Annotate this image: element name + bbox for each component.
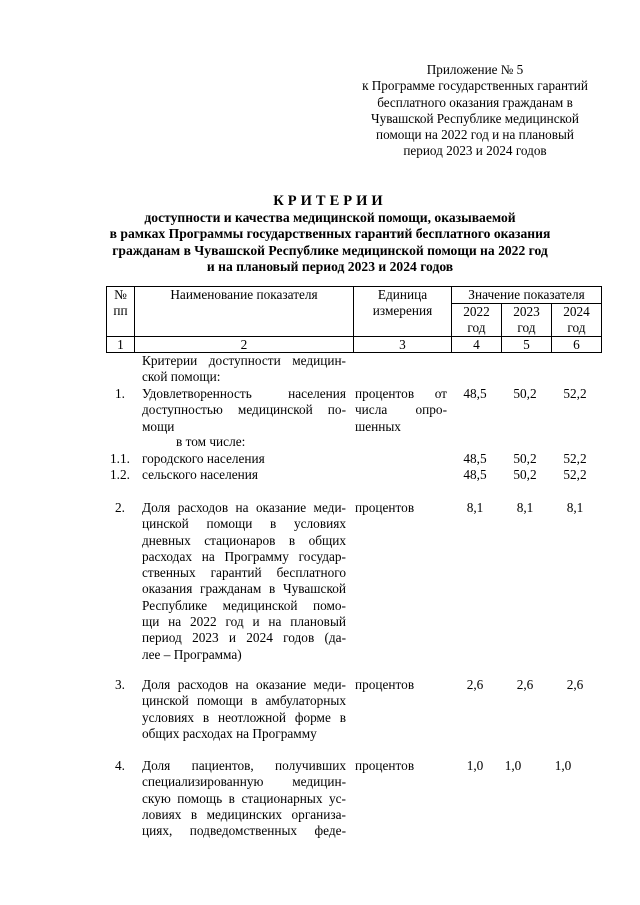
subtitle-line: доступности и качества медицинской помощи, оказываемой	[144, 210, 516, 225]
column-number: 6	[552, 337, 602, 353]
indicator-line: Доля расходов на оказание меди-	[142, 500, 346, 515]
value-2022: 48,5	[463, 451, 487, 466]
unit-of-measure: процентов	[355, 758, 415, 773]
header-year-line: 2024	[563, 304, 590, 319]
indicator-name: сельского населения	[142, 467, 258, 482]
indicator-line: щи на 2022 год и на плановый	[142, 614, 346, 630]
header-num-line: пп	[113, 303, 128, 318]
indicator-name	[142, 386, 346, 435]
section-title	[142, 353, 346, 386]
indicator-line: расходах на Программу государ-	[142, 548, 346, 564]
unit-line: шенных	[355, 418, 401, 434]
header-unit-line: измерения	[372, 303, 433, 318]
indicator-line: циях, подведомственных феде-	[142, 823, 346, 839]
row-number: 4.	[115, 758, 125, 773]
header-num	[107, 287, 135, 337]
indicator-line: Республике медицинской помо-	[142, 597, 346, 613]
value-2024: 8,1	[566, 500, 584, 515]
indicator-line: ловиях в медицинских организа-	[142, 806, 346, 822]
indicator-name	[142, 677, 346, 742]
subtitle-line: в рамках Программы государственных гарантий бесплатного оказания	[109, 226, 551, 242]
header-unit-line: Единица	[377, 287, 428, 302]
indicator-line: Удовлетворенность населения	[142, 386, 346, 401]
value-2023: 1,0	[504, 758, 522, 773]
value-2022: 1,0	[466, 758, 484, 773]
appendix-line: Приложение № 5	[426, 62, 524, 77]
document-subtitle	[100, 210, 560, 275]
including-label: в том числе:	[176, 434, 246, 449]
header-name: Наименование показателя	[135, 287, 354, 337]
header-year-line: год	[567, 320, 586, 335]
indicator-line: период 2023 и 2024 годов (да-	[142, 630, 346, 646]
indicator-name: городского населения	[142, 451, 265, 466]
value-2024: 52,2	[563, 451, 587, 466]
value-2022: 8,1	[466, 500, 484, 515]
value-2024: 1,0	[554, 758, 572, 773]
indicator-line: дневных стационаров в общих	[142, 532, 346, 548]
indicator-name	[142, 758, 346, 839]
value-2022: 48,5	[463, 386, 487, 401]
appendix-line: Чувашской Республике медицинской	[371, 110, 579, 126]
unit-line: процентов от	[355, 386, 447, 401]
header-year-2024	[552, 304, 602, 337]
unit-line: числа опро-	[355, 402, 447, 418]
row-number: 1.1.	[110, 451, 130, 466]
indicator-line: общих расходах на Программу	[142, 725, 317, 741]
subtitle-line: и на плановый период 2023 и 2024 годов	[206, 258, 454, 274]
column-number: 4	[452, 337, 502, 353]
section-title-line: Критерии доступности медицин-	[142, 353, 346, 368]
indicator-line: специализированную медицин-	[142, 774, 346, 790]
appendix-header	[340, 62, 610, 160]
column-number: 5	[502, 337, 552, 353]
unit-of-measure	[355, 386, 447, 435]
value-2023: 50,2	[513, 386, 537, 401]
row-number: 1.2.	[110, 467, 130, 482]
unit-of-measure: процентов	[355, 500, 415, 515]
header-unit	[354, 287, 452, 337]
section-title-line: ской помощи:	[142, 369, 221, 385]
row-number: 2.	[115, 500, 125, 515]
value-2022: 48,5	[463, 467, 487, 482]
unit-of-measure: процентов	[355, 677, 415, 692]
indicator-line: оказания гражданам в Чувашской	[142, 581, 346, 597]
header-value: Значение показателя	[452, 287, 602, 304]
appendix-line: период 2023 и 2024 годов	[403, 143, 547, 159]
header-num-line: №	[114, 287, 127, 302]
column-number: 2	[135, 337, 354, 353]
document-title: КРИТЕРИИ	[273, 193, 387, 209]
value-2023: 2,6	[516, 677, 534, 692]
column-number: 3	[354, 337, 452, 353]
indicator-name	[142, 500, 346, 663]
row-number: 3.	[115, 677, 125, 692]
row-number: 1.	[115, 386, 125, 401]
indicator-line: условиях в неотложной форме в	[142, 709, 346, 725]
indicator-line: лее – Программа)	[142, 646, 242, 662]
indicator-line: цинской помощи в условиях	[142, 516, 346, 532]
indicator-line: ственных гарантий бесплатного	[142, 565, 346, 581]
indicator-line: Доля расходов на оказание меди-	[142, 677, 346, 692]
header-year-line: 2023	[513, 304, 540, 319]
value-2022: 2,6	[466, 677, 484, 692]
indicator-line: мощи	[142, 418, 175, 434]
indicator-line: скую помощь в стационарных ус-	[142, 790, 346, 806]
value-2024: 2,6	[566, 677, 584, 692]
header-year-line: год	[467, 320, 486, 335]
header-year-line: 2022	[463, 304, 490, 319]
subtitle-line: гражданам в Чувашской Республике медицинской помощи на 2022 год	[112, 242, 548, 258]
appendix-line: помощи на 2022 год и на плановый	[376, 127, 574, 143]
value-2024: 52,2	[563, 467, 587, 482]
indicator-line: цинской помощи в амбулаторных	[142, 693, 346, 709]
header-year-line: год	[517, 320, 536, 335]
criteria-table-header	[106, 286, 602, 353]
appendix-line: к Программе государственных гарантий	[362, 78, 588, 94]
header-year-2023	[502, 304, 552, 337]
value-2023: 8,1	[516, 500, 534, 515]
indicator-line: доступностью медицинской по-	[142, 402, 346, 418]
column-number: 1	[107, 337, 135, 353]
value-2023: 50,2	[513, 467, 537, 482]
indicator-line: Доля пациентов, получивших	[142, 758, 346, 773]
appendix-line: бесплатного оказания гражданам в	[377, 94, 573, 110]
header-year-2022	[452, 304, 502, 337]
value-2023: 50,2	[513, 451, 537, 466]
value-2024: 52,2	[563, 386, 587, 401]
